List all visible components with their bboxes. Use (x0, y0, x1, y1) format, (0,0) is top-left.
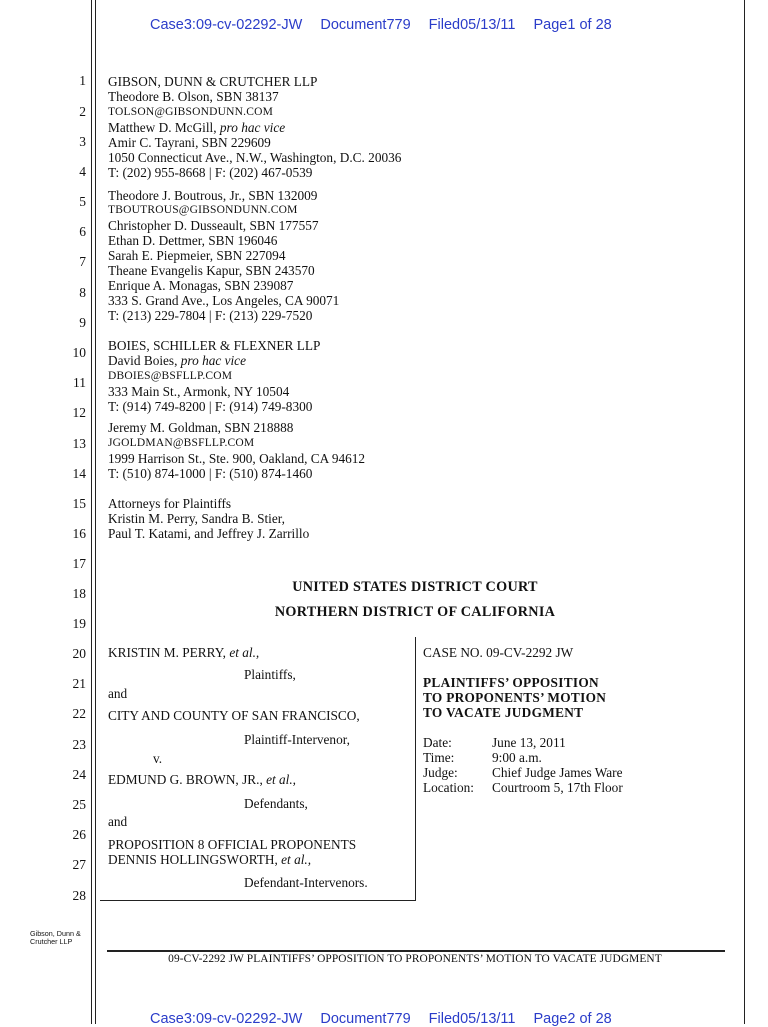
firm-name-boies: BOIES, SCHILLER & FLEXNER LLP (108, 338, 321, 353)
line-number: 17 (72, 556, 86, 571)
line-number: 19 (72, 616, 86, 631)
line-number: 18 (72, 586, 86, 601)
line-number: 20 (72, 646, 86, 661)
phone-la: T: (213) 229-7804 | F: (213) 229-7520 (108, 308, 313, 323)
address-armonk: 333 Main St., Armonk, NY 10504 (108, 384, 290, 399)
line-number: 3 (79, 134, 86, 149)
counsel-dusseault: Christopher D. Dusseault, SBN 177557 (108, 218, 319, 233)
counsel-olson-email: TOLSON@GIBSONDUNN.COM (108, 106, 274, 118)
line-number: 11 (73, 375, 86, 390)
counsel-monagas: Enrique A. Monagas, SBN 239087 (108, 278, 294, 293)
counsel-boutrous: Theodore J. Boutrous, Jr., SBN 132009 (108, 188, 318, 203)
line-number: 10 (72, 345, 86, 360)
party-brown: EDMUND G. BROWN, JR., et al., (108, 772, 297, 787)
line-number: 15 (72, 496, 86, 511)
firm-name-gibson: GIBSON, DUNN & CRUTCHER LLP (108, 74, 318, 89)
caption-and-2: and (108, 814, 128, 829)
document-title-2: TO PROPONENTS’ MOTION (423, 690, 607, 705)
party-role-plaintiff-intervenor: Plaintiff-Intervenor, (244, 732, 350, 747)
counsel-mcgill: Matthew D. McGill, pro hac vice (108, 120, 286, 135)
stamp-filed: Filed05/13/11 (428, 17, 516, 33)
document-title-1: PLAINTIFFS’ OPPOSITION (423, 675, 599, 690)
line-number: 21 (72, 676, 86, 691)
line-number: 16 (72, 526, 86, 541)
party-prop8-proponents: PROPOSITION 8 OFFICIAL PROPONENTS (108, 837, 357, 852)
left-margin-rule-outer (91, 0, 92, 1024)
hearing-judge-label: Judge: (423, 765, 458, 780)
party-role-defendants: Defendants, (244, 796, 308, 811)
caption-bottom-rule (100, 900, 415, 901)
line-number: 23 (72, 737, 86, 752)
line-number: 4 (79, 164, 86, 179)
counsel-dettmer: Ethan D. Dettmer, SBN 196046 (108, 233, 278, 248)
stamp-page: Page2 of 28 (533, 1011, 612, 1027)
line-number: 26 (72, 827, 86, 842)
party-role-plaintiffs: Plaintiffs, (244, 667, 296, 682)
line-number: 14 (72, 466, 86, 481)
plaintiffs-list-1: Kristin M. Perry, Sandra B. Stier, (108, 511, 285, 526)
case-number: CASE NO. 09-CV-2292 JW (423, 645, 574, 660)
line-number: 6 (79, 224, 86, 239)
document-title-3: TO VACATE JUDGMENT (423, 705, 584, 720)
line-number: 27 (72, 857, 86, 872)
plaintiffs-list-2: Paul T. Katami, and Jeffrey J. Zarrillo (108, 526, 310, 541)
party-role-defendant-intervenors: Defendant-Intervenors. (244, 875, 368, 890)
left-margin-rule-inner (95, 0, 96, 1024)
right-margin-rule (744, 0, 745, 1024)
stamp-document: Document779 (320, 17, 411, 33)
line-number: 9 (79, 315, 86, 330)
court-district: NORTHERN DISTRICT OF CALIFORNIA (274, 604, 556, 620)
line-number: 5 (79, 194, 86, 209)
counsel-boies-email: DBOIES@BSFLLP.COM (108, 370, 233, 382)
address-oakland: 1999 Harrison St., Ste. 900, Oakland, CA 94612 (108, 451, 366, 466)
counsel-piepmeier: Sarah E. Piepmeier, SBN 227094 (108, 248, 286, 263)
line-number: 12 (72, 405, 86, 420)
phone-dc: T: (202) 955-8668 | F: (202) 467-0539 (108, 165, 313, 180)
stamp-case: Case3:09-cv-02292-JW (150, 17, 303, 33)
party-perry: KRISTIN M. PERRY, et al., (108, 645, 260, 660)
court-name: UNITED STATES DISTRICT COURT (292, 579, 538, 595)
line-number: 25 (72, 797, 86, 812)
counsel-boies: David Boies, pro hac vice (108, 353, 246, 368)
stamp-case: Case3:09-cv-02292-JW (150, 1011, 303, 1027)
line-number: 1 (79, 73, 86, 88)
stamp-document: Document779 (320, 1011, 411, 1027)
counsel-boutrous-email: TBOUTROUS@GIBSONDUNN.COM (108, 204, 298, 216)
attorneys-for: Attorneys for Plaintiffs (108, 496, 232, 511)
counsel-kapur: Theane Evangelis Kapur, SBN 243570 (108, 263, 315, 278)
ecf-header-stamp (150, 17, 626, 33)
party-hollingsworth: DENNIS HOLLINGSWORTH, et al., (108, 852, 312, 867)
hearing-date-value: June 13, 2011 (492, 735, 566, 750)
counsel-tayrani: Amir C. Tayrani, SBN 229609 (108, 135, 271, 150)
caption-divider (415, 637, 416, 901)
line-number: 28 (72, 888, 86, 903)
line-number: 8 (79, 285, 86, 300)
footer-rule (107, 950, 725, 952)
phone-oakland: T: (510) 874-1000 | F: (510) 874-1460 (108, 466, 313, 481)
line-number: 24 (72, 767, 86, 782)
stamp-filed: Filed05/13/11 (428, 1011, 516, 1027)
hearing-date-label: Date: (423, 735, 452, 750)
ecf-header-stamp-next-page (150, 1011, 626, 1027)
caption-versus: v. (153, 751, 163, 766)
address-dc: 1050 Connecticut Ave., N.W., Washington, D.C. 20036 (108, 150, 402, 165)
phone-armonk: T: (914) 749-8200 | F: (914) 749-8300 (108, 399, 313, 414)
hearing-location-value: Courtroom 5, 17th Floor (492, 780, 623, 795)
hearing-time-label: Time: (423, 750, 455, 765)
caption-and-1: and (108, 686, 128, 701)
line-number: 7 (79, 254, 86, 269)
line-number: 13 (72, 436, 86, 451)
party-san-francisco: CITY AND COUNTY OF SAN FRANCISCO, (108, 708, 360, 723)
sidebar-firm-mark: Gibson, Dunn & Crutcher LLP (30, 929, 81, 946)
hearing-time-value: 9:00 a.m. (492, 750, 542, 765)
counsel-goldman-email: JGOLDMAN@BSFLLP.COM (108, 437, 255, 449)
counsel-goldman: Jeremy M. Goldman, SBN 218888 (108, 420, 294, 435)
line-number: 22 (72, 706, 86, 721)
address-la: 333 S. Grand Ave., Los Angeles, CA 90071 (108, 293, 340, 308)
line-number: 2 (79, 104, 86, 119)
stamp-page: Page1 of 28 (533, 17, 612, 33)
hearing-location-label: Location: (423, 780, 474, 795)
hearing-judge-value: Chief Judge James Ware (492, 765, 623, 780)
page-footer: 09-CV-2292 JW PLAINTIFFS’ OPPOSITION TO PROPONENTS’ MOTION TO VACATE JUDGMENT (168, 953, 662, 965)
counsel-olson: Theodore B. Olson, SBN 38137 (108, 89, 279, 104)
